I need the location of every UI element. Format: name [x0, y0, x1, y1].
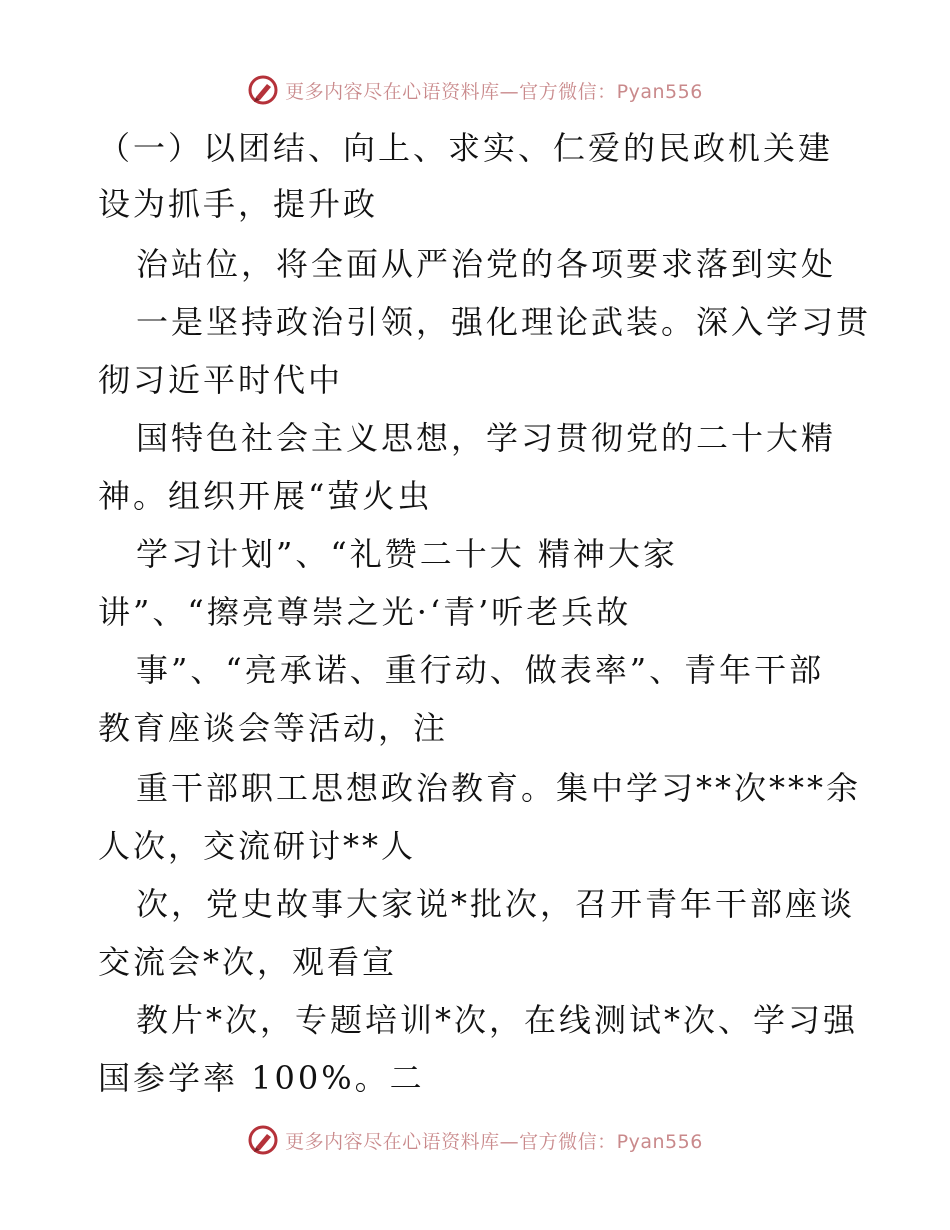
- document-line: 讲”、“擦亮尊崇之光·‘青’听老兵故: [98, 593, 632, 631]
- pen-circle-logo-icon: [247, 74, 279, 106]
- document-line: 国参学率 100%。二: [98, 1059, 425, 1097]
- document-line: 人次，交流研讨**人: [98, 827, 417, 865]
- document-line: （一）以团结、向上、求实、仁爱的民政机关建: [98, 129, 834, 167]
- document-line: 国特色社会主义思想，学习贯彻党的二十大精: [136, 419, 837, 457]
- footer-banner: [0, 1120, 950, 1160]
- document-line: 彻习近平时代中: [98, 361, 344, 399]
- document-line: 设为抓手，提升政: [98, 185, 379, 223]
- document-line: 重干部职工思想政治教育。集中学习**次***余: [136, 769, 862, 807]
- document-line: 教片*次，专题培训*次，在线测试*次、学习强: [136, 1001, 859, 1039]
- header-banner-text: 更多内容尽在心语资料库—官方微信：Pyan556: [285, 80, 703, 103]
- document-line: 交流会*次，观看宣: [98, 943, 398, 981]
- footer-banner-text: 更多内容尽在心语资料库—官方微信：Pyan556: [285, 1130, 703, 1153]
- document-line: 一是坚持政治引领，强化理论武装。深入学习贯: [136, 303, 872, 341]
- document-line: 事”、“亮承诺、重行动、做表率”、青年干部: [136, 651, 825, 689]
- document-line: 次，党史故事大家说*批次，召开青年干部座谈: [136, 885, 856, 923]
- document-line: 神。组织开展“萤火虫: [98, 477, 433, 515]
- document-line: 治站位，将全面从严治党的各项要求落到实处: [136, 245, 837, 283]
- document-line: 教育座谈会等活动，注: [98, 709, 449, 747]
- document-line: 学习计划”、“礼赞二十大 精神大家: [136, 535, 678, 573]
- pen-circle-logo-icon: [247, 1124, 279, 1156]
- header-banner: [0, 70, 950, 110]
